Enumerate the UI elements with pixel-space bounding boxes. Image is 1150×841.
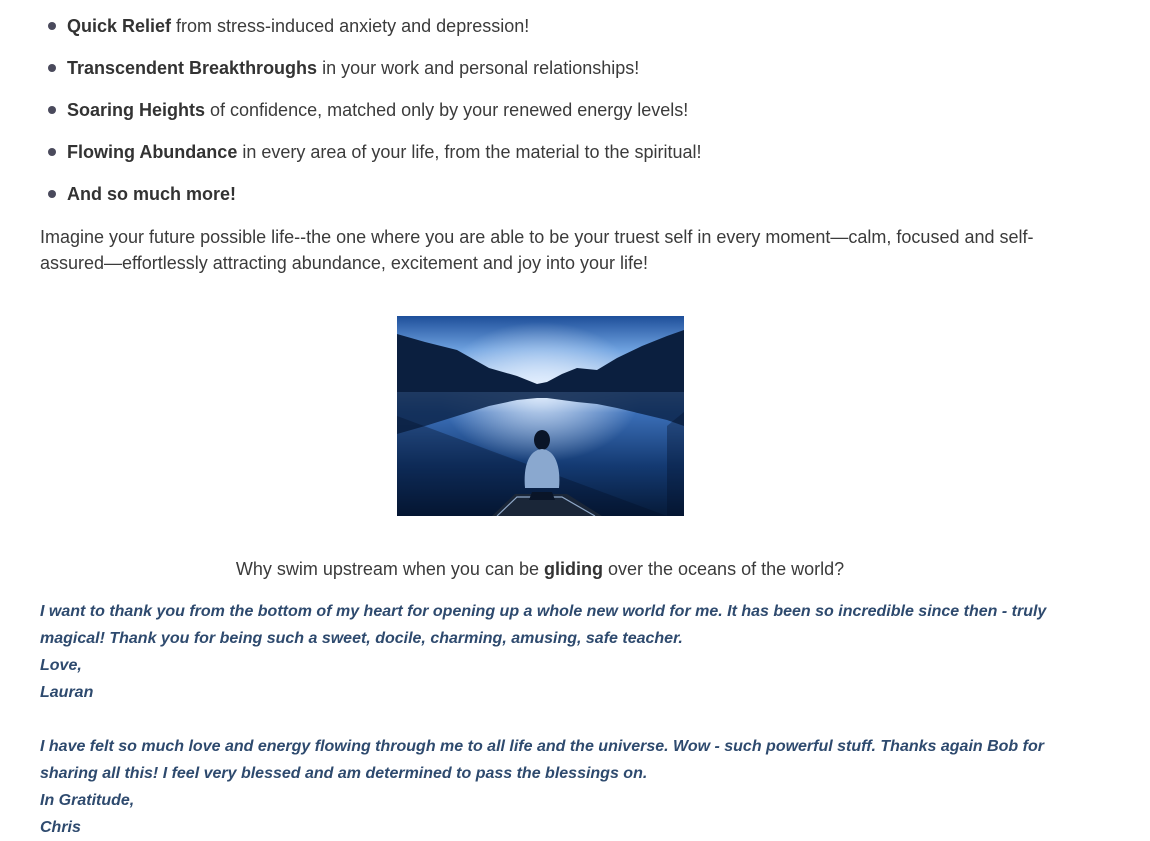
testimonial-lauran [40,598,1050,706]
intro-paragraph: Imagine your future possible life--the one where you are able to be your truest self in every moment—calm, focused and self-assured—effortlessly attracting abundance, excitement and joy into your life! [40,227,1034,273]
testimonial-chris [40,733,1050,841]
bullet-icon [48,64,56,72]
testimonial-closing: In Gratitude, [40,792,135,809]
benefit-title: And so much more! [67,184,237,204]
benefit-item [48,55,702,97]
benefit-item [48,139,702,181]
benefit-text: of confidence, matched only by your renewed energy levels! [205,100,689,120]
caption [0,556,1080,582]
bullet-icon [48,106,56,114]
caption-emphasis: gliding [544,559,603,579]
bullet-icon [48,22,56,30]
benefit-title: Soaring Heights [67,100,206,120]
benefit-title: Quick Relief [67,16,172,36]
testimonial-quote: I have felt so much love and energy flowing through me to all life and the universe. Wow - such powerful stuff. Thanks again Bob for sharing all this! I feel very blessed and am determined to pass the blessings on. [40,738,1044,782]
bullet-icon [48,148,56,156]
benefits-list [48,13,702,223]
lake-reflection-image [397,316,684,516]
benefit-item [48,97,702,139]
benefit-text: from stress-induced anxiety and depression! [171,16,530,36]
benefit-item [48,181,702,223]
benefit-title: Transcendent Breakthroughs [67,58,318,78]
bullet-icon [48,190,56,198]
testimonial-quote: I want to thank you from the bottom of my heart for opening up a whole new world for me. It has been so incredible since then - truly magical! Thank you for being such a sweet, docile, charming, amusing, safe teacher. [40,603,1047,647]
testimonial-closing: Love, [40,657,82,674]
benefit-title: Flowing Abundance [67,142,238,162]
testimonial-author: Lauran [40,684,94,701]
caption-text-before: Why swim upstream when you can be [235,559,544,579]
benefit-text: in your work and personal relationships! [317,58,640,78]
testimonial-author: Chris [40,819,81,836]
caption-text-after: over the oceans of the world? [602,559,845,579]
benefit-item [48,13,702,55]
benefit-text: in every area of your life, from the material to the spiritual! [237,142,702,162]
